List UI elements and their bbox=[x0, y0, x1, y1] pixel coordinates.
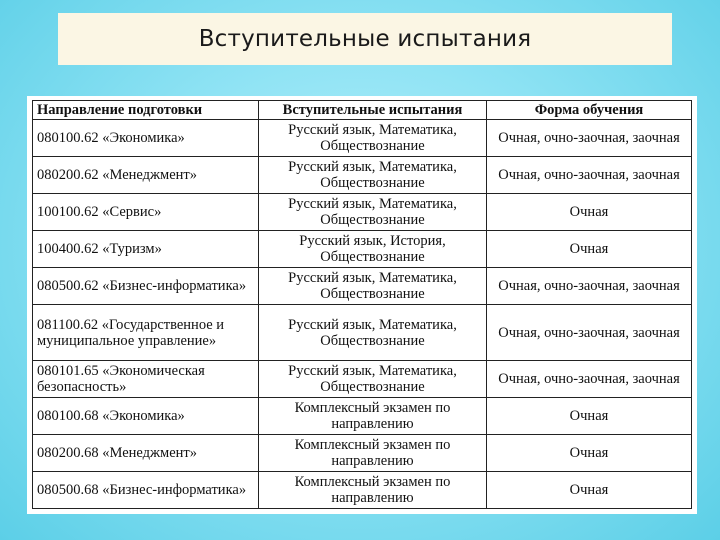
cell-form: Очная, очно-заочная, заочная bbox=[487, 268, 692, 305]
table-row bbox=[33, 157, 692, 194]
cell-direction: 080500.62 «Бизнес-информатика» bbox=[33, 268, 259, 305]
cell-direction: 081100.62 «Государственное и муниципальное управление» bbox=[33, 305, 259, 360]
cell-direction: 100100.62 «Сервис» bbox=[33, 194, 259, 231]
table-row bbox=[33, 360, 692, 397]
cell-direction: 080100.62 «Экономика» bbox=[33, 120, 259, 157]
cell-direction: 080500.68 «Бизнес-информатика» bbox=[33, 471, 259, 508]
cell-form: Очная bbox=[487, 397, 692, 434]
cell-form: Очная, очно-заочная, заочная bbox=[487, 305, 692, 360]
cell-form: Очная, очно-заочная, заочная bbox=[487, 360, 692, 397]
table-row bbox=[33, 397, 692, 434]
table-row bbox=[33, 231, 692, 268]
cell-exams: Русский язык, Математика, Обществознание bbox=[259, 268, 487, 305]
cell-exams: Комплексный экзамен по направлению bbox=[259, 434, 487, 471]
cell-exams: Русский язык, Математика, Обществознание bbox=[259, 120, 487, 157]
cell-exams: Русский язык, Математика, Обществознание bbox=[259, 360, 487, 397]
table-row bbox=[33, 194, 692, 231]
cell-form: Очная bbox=[487, 231, 692, 268]
header-direction: Направление подготовки bbox=[33, 101, 259, 120]
cell-exams: Русский язык, Математика, Обществознание bbox=[259, 305, 487, 360]
cell-exams: Русский язык, Математика, Обществознание bbox=[259, 157, 487, 194]
page-title: Вступительные испытания bbox=[198, 26, 532, 52]
cell-exams: Комплексный экзамен по направлению bbox=[259, 471, 487, 508]
table-row bbox=[33, 305, 692, 360]
cell-direction: 080101.65 «Экономическая безопасность» bbox=[33, 360, 259, 397]
table-row bbox=[33, 120, 692, 157]
table-row bbox=[33, 434, 692, 471]
cell-direction: 100400.62 «Туризм» bbox=[33, 231, 259, 268]
cell-exams: Русский язык, История, Обществознание bbox=[259, 231, 487, 268]
cell-form: Очная, очно-заочная, заочная bbox=[487, 120, 692, 157]
table-header-row bbox=[33, 101, 692, 120]
cell-exams: Русский язык, Математика, Обществознание bbox=[259, 194, 487, 231]
cell-direction: 080200.62 «Менеджмент» bbox=[33, 157, 259, 194]
table-row bbox=[33, 471, 692, 508]
cell-form: Очная bbox=[487, 194, 692, 231]
table-frame bbox=[27, 96, 697, 514]
cell-form: Очная bbox=[487, 434, 692, 471]
header-form: Форма обучения bbox=[487, 101, 692, 120]
title-banner bbox=[58, 13, 672, 65]
header-exams: Вступительные испытания bbox=[259, 101, 487, 120]
cell-exams: Комплексный экзамен по направлению bbox=[259, 397, 487, 434]
table-row bbox=[33, 268, 692, 305]
cell-direction: 080200.68 «Менеджмент» bbox=[33, 434, 259, 471]
admission-table bbox=[32, 100, 692, 509]
cell-direction: 080100.68 «Экономика» bbox=[33, 397, 259, 434]
cell-form: Очная bbox=[487, 471, 692, 508]
cell-form: Очная, очно-заочная, заочная bbox=[487, 157, 692, 194]
